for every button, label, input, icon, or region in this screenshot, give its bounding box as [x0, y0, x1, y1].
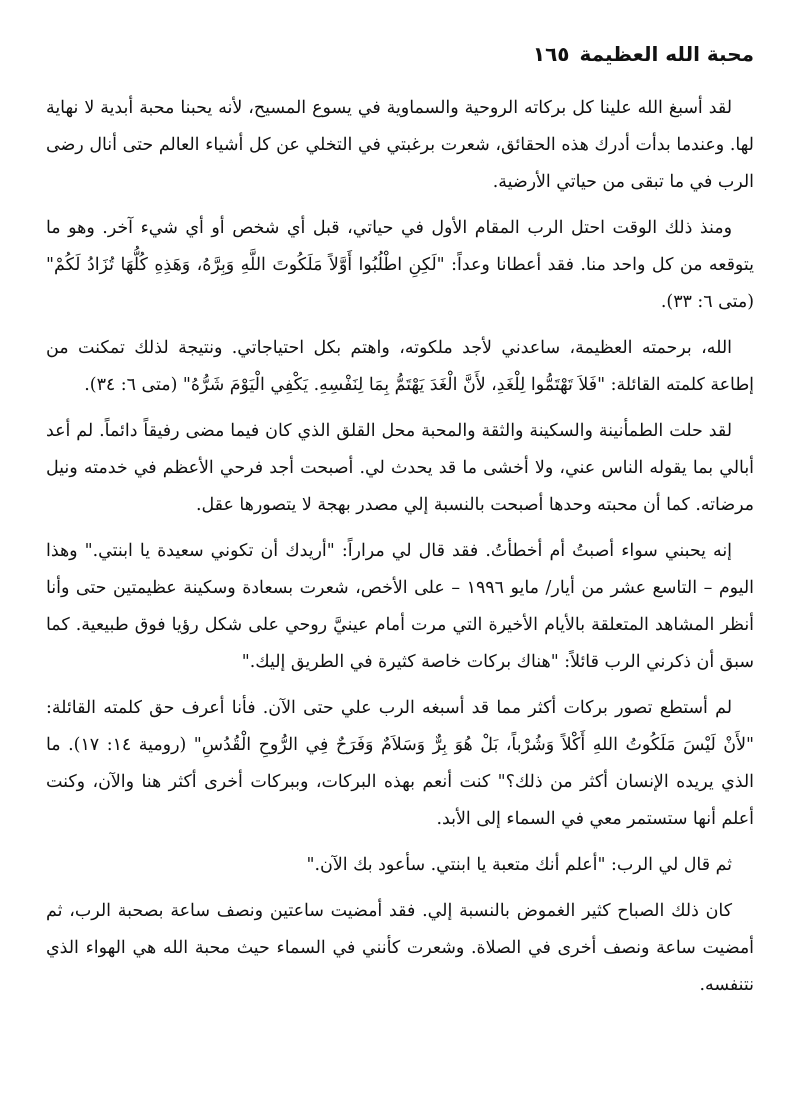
running-header [46, 42, 754, 66]
paragraph: ومنذ ذلك الوقت احتل الرب المقام الأول في حياتي، قبل أي شخص أو أي شيء آخر. وهو ما يتوقعه من كل واحد منا. فقد أعطانا وعداً: "لَكِنِ اطْلُبُوا أَوَّلاً مَلَكُوتَ اللَّهِ وَبِرَّهُ، وَهَذِهِ كُلُّهَا تُزَادُ لَكُمْ" (متى ٦: ٣٣). [46, 218, 754, 312]
paragraph: ثم قال لي الرب: "أعلم أنك متعبة يا ابنتي. سأعود بك الآن." [306, 855, 732, 875]
paragraph: إنه يحبني سواء أصبتُ أم أخطأتُ. فقد قال لي مراراً: "أريدك أن تكوني سعيدة يا ابنتي." وهذا اليوم – التاسع عشر من أيار/ مايو ١٩٩٦ – على الأخص، شعرت بسعادة وسكينة عظيمتين حتى وأنا أنظر المشاهد المتعلقة بالأيام الأخيرة التي مرت أمام عينيَّ روحي على شكل رؤيا فوق طبيعية. كما سبق أن ذكرني الرب قائلاً: "هناك بركات خاصة كثيرة في الطريق إليك." [46, 541, 754, 672]
paragraph: الله، برحمته العظيمة، ساعدني لأجد ملكوته، واهتم بكل احتياجاتي. ونتيجة لذلك تمكنت من إطاعة كلمته القائلة: "فَلاَ تَهْتَمُّوا لِلْغَدِ، لأَنَّ الْغَدَ يَهْتَمُّ بِمَا لِنَفْسِهِ. يَكْفِي الْيَوْمَ شَرُّهُ" (متى ٦: ٣٤). [46, 338, 754, 395]
paragraph: لقد أسبغ الله علينا كل بركاته الروحية والسماوية في يسوع المسيح، لأنه يحبنا محبة أبدية لا نهاية لها. وعندما بدأت أدرك هذه الحقائق، شعرت برغبتي في التخلي عن كل أشياء العالم حتى أنال رضى الرب في ما تبقى من حياتي الأرضية. [46, 98, 754, 192]
book-title: محبة الله العظيمة [579, 42, 754, 66]
paragraph: لقد حلت الطمأنينة والسكينة والثقة والمحبة محل القلق الذي كان فيما مضى رفيقاً دائماً. لم أعد أبالي بما يقوله الناس عني، ولا أخشى ما قد يحدث لي. أصبحت أجد فرحي الأعظم في خدمته ونيل مرضاته. كما أن محبته وحدها أصبحت بالنسبة إلي مصدر بهجة لا يتصورها عقل. [46, 421, 754, 515]
paragraph: لم أستطع تصور بركات أكثر مما قد أسبغه الرب علي حتى الآن. فأنا أعرف حق كلمته القائلة: "لأَنْ لَيْسَ مَلَكُوتُ اللهِ أَكْلاً وَشُرْباً، بَلْ هُوَ بِرٌّ وَسَلاَمٌ وَفَرَحٌ فِي الرُّوحِ الْقُدُسِ" (رومية ١٤: ١٧). ما الذي يريده الإنسان أكثر من ذلك؟" كنت أنعم بهذه البركات، وببركات أخرى أكثر هنا والآن، وكنت أعلم أنها ستستمر معي في السماء إلى الأبد. [46, 698, 754, 829]
page-number: ١٦٥ [532, 42, 570, 66]
paragraph: كان ذلك الصباح كثير الغموض بالنسبة إلي. فقد أمضيت ساعتين ونصف ساعة بصحبة الرب، ثم أمضيت ساعة ونصف أخرى في الصلاة. وشعرت كأنني في السماء حيث محبة الله هي الهواء الذي نتنفسه. [46, 901, 754, 995]
